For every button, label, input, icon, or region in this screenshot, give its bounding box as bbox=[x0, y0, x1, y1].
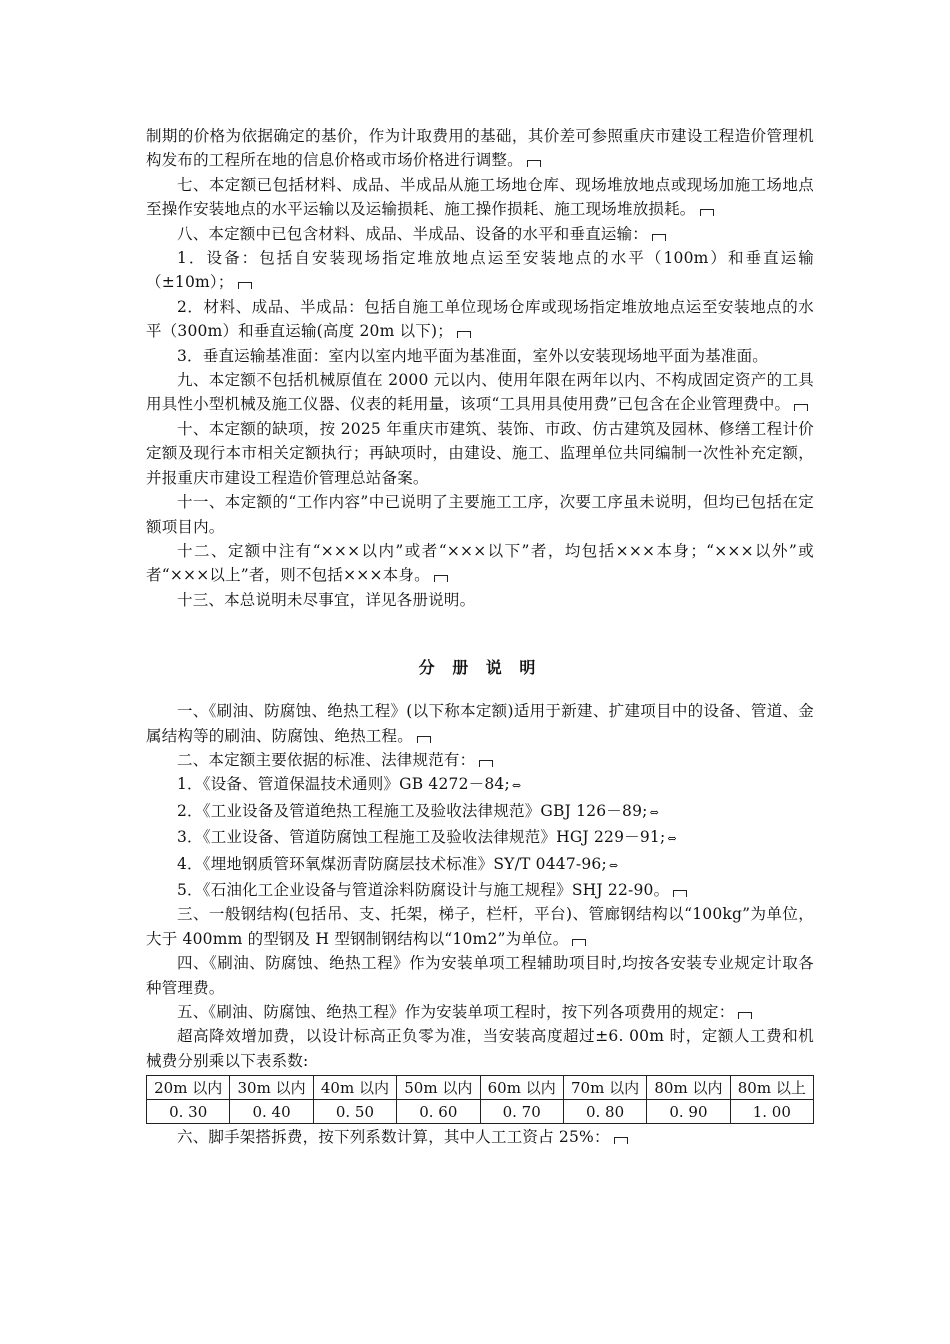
table-header-cell: 80m 以内 bbox=[647, 1076, 730, 1100]
paragraph-text: 5．《石油化工企业设备与管道涂料防腐设计与施工规程》SHJ 22-90。 bbox=[177, 880, 670, 899]
table-value-cell: 0. 70 bbox=[480, 1100, 563, 1124]
coefficient-table-header-row bbox=[147, 1076, 814, 1100]
paragraph-text: 二、本定额主要依据的标准、法律规范有： bbox=[177, 750, 476, 769]
paragraph-mark-icon bbox=[572, 939, 586, 946]
paragraph bbox=[146, 852, 814, 878]
paragraph-text: 3．垂直运输基准面：室内以室内地平面为基准面，室外以安装现场地平面为基准面。 bbox=[177, 346, 768, 365]
paragraph bbox=[146, 368, 814, 417]
paragraph-text: 1．《设备、管道保温技术通则》GB 4272－84; bbox=[177, 775, 510, 794]
general-notes-section bbox=[146, 124, 814, 612]
line-break-mark-icon: ⇔ bbox=[608, 858, 618, 872]
paragraph-mark-icon bbox=[457, 331, 471, 338]
paragraph bbox=[146, 1024, 814, 1073]
paragraph-text: 十、本定额的缺项，按 2025 年重庆市建筑、装饰、市政、仿古建筑及园林、修缮工程计价定额及现行本市相关定额执行；再缺项时，由建设、施工、监理单位共同编制一次性补充定额，并报重庆市建设工程造价管理总站备案。 bbox=[146, 419, 814, 487]
table-value-cell: 0. 30 bbox=[147, 1100, 230, 1124]
paragraph bbox=[146, 699, 814, 748]
table-header-cell: 80m 以上 bbox=[730, 1076, 813, 1100]
paragraph bbox=[146, 539, 814, 588]
paragraph-text: 制期的价格为依据确定的基价，作为计取费用的基础，其价差可参照重庆市建设工程造价管理机构发布的工程所在地的信息价格或市场价格进行调整。 bbox=[146, 127, 814, 170]
paragraph bbox=[146, 878, 814, 902]
table-header-cell: 60m 以内 bbox=[480, 1076, 563, 1100]
paragraph bbox=[146, 1000, 814, 1024]
paragraph bbox=[146, 748, 814, 772]
paragraph bbox=[146, 772, 814, 798]
paragraph-text: 七、本定额已包括材料、成品、半成品从施工场地仓库、现场堆放地点或现场加施工场地点至操作安装地点的水平运输以及运输损耗、施工操作损耗、施工现场堆放损耗。 bbox=[146, 175, 814, 219]
paragraph-text: 3．《工业设备、管道防腐蚀工程施工及验收法律规范》HGJ 229－91; bbox=[177, 828, 666, 847]
paragraph bbox=[146, 124, 814, 173]
line-break-mark-icon: ⇔ bbox=[649, 805, 658, 819]
paragraph-mark-icon bbox=[479, 760, 493, 767]
table-header-cell: 70m 以内 bbox=[563, 1076, 646, 1100]
table-value-cell: 0. 60 bbox=[397, 1100, 480, 1124]
paragraph bbox=[146, 588, 814, 612]
paragraph-text: 超高降效增加费，以设计标高正负零为准，当安装高度超过±6. 00m 时，定额人工费和机械费分别乘以下表系数: bbox=[146, 1027, 814, 1070]
paragraph-text: 三、一般钢结构(包括吊、支、托架，梯子，栏杆，平台)、管廊钢结构以“100kg”为单位，大于 400mm 的型钢及 H 型钢制钢结构以“10m2”为单位。 bbox=[146, 905, 814, 948]
paragraph-text: 2．材料、成品、半成品：包括自施工单位现场仓库或现场指定堆放地点运至安装地点的水平（300m）和垂直运输(高度 20m 以下)； bbox=[146, 297, 814, 341]
paragraph-mark-icon bbox=[434, 575, 448, 582]
coefficient-table-value-row bbox=[147, 1100, 814, 1124]
paragraph-mark-icon bbox=[794, 404, 808, 411]
paragraph bbox=[146, 1125, 814, 1149]
table-header-cell: 20m 以内 bbox=[147, 1076, 230, 1100]
table-value-cell: 0. 40 bbox=[230, 1100, 313, 1124]
paragraph-mark-icon bbox=[527, 160, 541, 167]
table-value-cell: 0. 90 bbox=[647, 1100, 730, 1124]
table-value-cell: 0. 50 bbox=[313, 1100, 396, 1124]
paragraph-mark-icon bbox=[238, 282, 252, 289]
table-header-cell: 40m 以内 bbox=[313, 1076, 396, 1100]
paragraph bbox=[146, 951, 814, 1000]
paragraph bbox=[146, 295, 814, 344]
section-title: 分 册 说 明 bbox=[418, 658, 542, 678]
paragraph-mark-icon bbox=[700, 209, 714, 216]
paragraph-text: 十一、本定额的“工作内容”中已说明了主要施工工序，次要工序虽未说明，但均已包括在定额项目内。 bbox=[146, 493, 814, 536]
paragraph-text: 六、脚手架搭拆费，按下列系数计算，其中人工工资占 25%： bbox=[177, 1128, 610, 1147]
volume-notes-section bbox=[146, 699, 814, 1073]
document-page bbox=[146, 124, 814, 1150]
paragraph-text: 十三、本总说明未尽事宜，详见各册说明。 bbox=[177, 590, 476, 609]
line-break-mark-icon: ⇔ bbox=[511, 779, 521, 793]
paragraph-mark-icon bbox=[673, 890, 687, 897]
paragraph-mark-icon bbox=[738, 1012, 752, 1019]
paragraph bbox=[146, 825, 814, 851]
paragraph bbox=[146, 222, 814, 246]
paragraph-text: 八、本定额中已包含材料、成品、半成品、设备的水平和垂直运输： bbox=[177, 224, 649, 243]
table-header-cell: 30m 以内 bbox=[230, 1076, 313, 1100]
paragraph bbox=[146, 490, 814, 539]
paragraph-text: 2．《工业设备及管道绝热工程施工及验收法律规范》GBJ 126－89; bbox=[177, 801, 648, 820]
line-break-mark-icon: ⇔ bbox=[667, 832, 676, 846]
paragraph-text: 四、《刷油、防腐蚀、绝热工程》作为安装单项工程辅助项目时,均按各安装专业规定计取各种管理费。 bbox=[146, 954, 814, 997]
paragraph-text: 4．《埋地钢质管环氧煤沥青防腐层技术标准》SY/T 0447-96; bbox=[177, 854, 607, 873]
paragraph bbox=[146, 799, 814, 825]
paragraph-text: 十二、定额中注有“×××以内”或者“×××以下”者，均包括×××本身；“×××以外”或者“×××以上”者，则不包括×××本身。 bbox=[146, 541, 814, 585]
paragraph bbox=[146, 417, 814, 490]
paragraph-mark-icon bbox=[614, 1137, 628, 1144]
paragraph-text: 九、本定额不包括机械原值在 2000 元以内、使用年限在两年以内、不构成固定资产的工具用具性小型机械及施工仪器、仪表的耗用量，该项“工具用具使用费”已包含在企业管理费中。 bbox=[146, 371, 814, 414]
table-value-cell: 0. 80 bbox=[563, 1100, 646, 1124]
paragraph bbox=[146, 902, 814, 951]
paragraph-mark-icon bbox=[417, 736, 431, 743]
paragraph-mark-icon bbox=[652, 234, 666, 241]
table-header-cell: 50m 以内 bbox=[397, 1076, 480, 1100]
paragraph-text: 1．设备：包括自安装现场指定堆放地点运至安装地点的水平（100m）和垂直运输（±10m）； bbox=[146, 249, 814, 292]
paragraph bbox=[146, 246, 814, 295]
closing-section bbox=[146, 1125, 814, 1149]
paragraph bbox=[146, 344, 814, 368]
table-value-cell: 1. 00 bbox=[730, 1100, 813, 1124]
coefficient-table bbox=[146, 1075, 814, 1124]
paragraph-text: 五、《刷油、防腐蚀、绝热工程》作为安装单项工程时，按下列各项费用的规定： bbox=[177, 1003, 735, 1021]
paragraph bbox=[146, 173, 814, 222]
paragraph-text: 一、《刷油、防腐蚀、绝热工程》(以下称本定额)适用于新建、扩建项目中的设备、管道、金属结构等的刷油、防腐蚀、绝热工程。 bbox=[146, 702, 814, 745]
